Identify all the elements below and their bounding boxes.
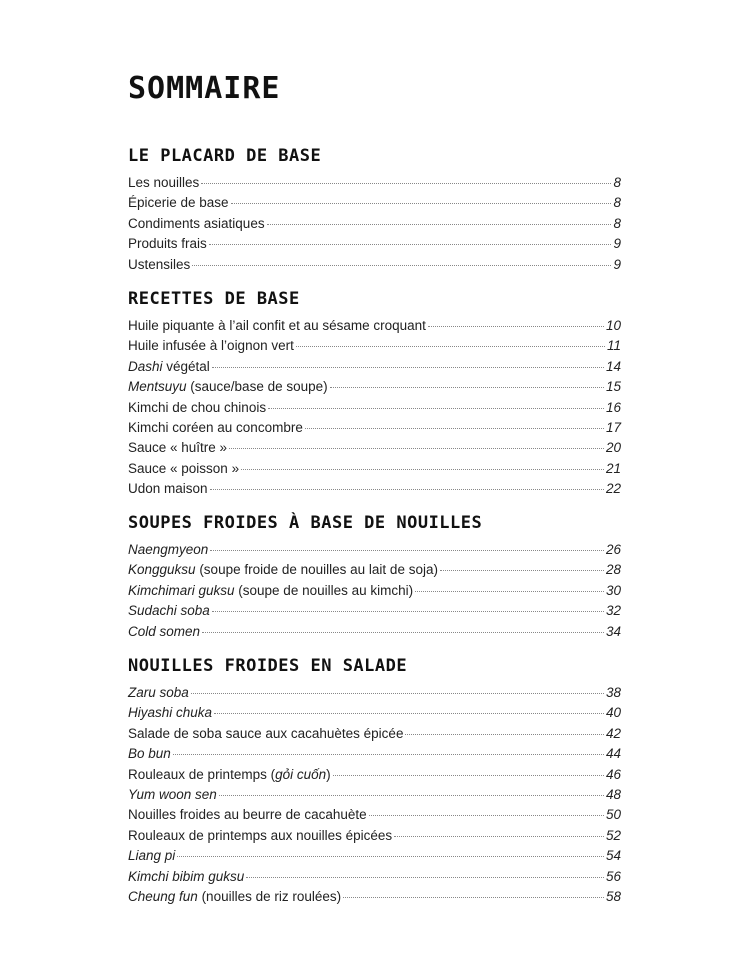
entry-title xyxy=(128,173,199,193)
entry-title xyxy=(128,581,413,601)
entry-title-text: Huile piquante à l’ail confit et au sésame croquant xyxy=(128,318,426,333)
entry-title xyxy=(128,683,189,703)
entry-title-italic: Dashi xyxy=(128,358,163,374)
dot-leader xyxy=(212,611,604,612)
entry-title-text: Sauce « huître » xyxy=(128,440,228,456)
entry-title xyxy=(128,744,171,764)
entry-title xyxy=(128,377,328,397)
entry-title xyxy=(128,316,426,336)
dot-leader xyxy=(369,815,604,816)
toc-entry[interactable] xyxy=(128,438,621,458)
dot-leader xyxy=(177,856,604,857)
page-number: 26 xyxy=(605,542,621,557)
toc-entry[interactable] xyxy=(128,887,621,907)
dot-leader xyxy=(219,795,604,796)
page-number: 42 xyxy=(605,725,621,741)
entry-title-italic: Cheung fun xyxy=(128,888,198,904)
entry-title xyxy=(128,560,438,580)
toc-entry[interactable] xyxy=(128,255,621,275)
page-number: 46 xyxy=(605,766,621,782)
toc-entry[interactable] xyxy=(128,846,621,866)
dot-leader xyxy=(231,203,611,204)
entry-title xyxy=(128,826,392,846)
page-number: 56 xyxy=(605,868,621,884)
dot-leader xyxy=(191,693,604,694)
section-heading: NOUILLES FROIDES EN SALADE xyxy=(128,656,408,676)
entry-title-text: Condiments asiatiques xyxy=(128,215,265,231)
toc-entry[interactable] xyxy=(128,560,621,580)
toc-entry[interactable] xyxy=(128,377,621,397)
entry-title xyxy=(128,724,403,744)
entry-title-text: Produits frais xyxy=(128,236,207,252)
entry-title xyxy=(128,540,208,560)
entry-title-italic: Sudachi soba xyxy=(128,603,210,619)
entry-title-text: Salade de soba sauce aux cacahuètes épicée xyxy=(128,725,404,741)
entry-title-text: Rouleaux de printemps ( xyxy=(128,766,276,782)
entry-title xyxy=(128,785,217,805)
entry-title xyxy=(128,398,266,418)
section-heading: RECETTES DE BASE xyxy=(128,289,300,309)
section-le-placard-de-base xyxy=(128,145,621,275)
toc-entry[interactable] xyxy=(128,785,621,805)
page-title: SOMMAIRE xyxy=(128,71,281,106)
section-recettes-de-base xyxy=(128,288,621,500)
toc-entry[interactable] xyxy=(128,357,621,377)
entry-title xyxy=(128,703,212,723)
page-number: 10 xyxy=(605,318,621,333)
page-number: 40 xyxy=(605,705,621,721)
entry-title-italic: Yum woon sen xyxy=(128,786,217,802)
toc-entry[interactable] xyxy=(128,193,621,213)
entry-title-italic: Mentsuyu xyxy=(128,379,187,395)
page-number: 52 xyxy=(605,827,621,843)
entry-title-text: Kimchi coréen au concombre xyxy=(128,419,303,435)
dot-leader xyxy=(343,897,604,898)
page-number: 54 xyxy=(605,848,621,864)
section-nouilles-froides-en-salade xyxy=(128,655,621,907)
entry-title-text: Kimchi de chou chinois xyxy=(128,399,267,415)
page-number: 16 xyxy=(605,399,621,415)
entry-title xyxy=(128,846,175,866)
page-number: 28 xyxy=(605,562,621,578)
entry-title xyxy=(128,418,303,438)
toc-entry[interactable] xyxy=(128,234,621,254)
page-number: 17 xyxy=(605,419,621,435)
dot-leader xyxy=(305,428,604,429)
page-number: 8 xyxy=(613,215,621,231)
dot-leader xyxy=(296,346,605,347)
entry-title-text: (soupe de nouilles au kimchi) xyxy=(234,582,414,598)
entry-title-italic: Naengmyeon xyxy=(128,542,209,557)
entry-title xyxy=(128,765,331,785)
page-number: 9 xyxy=(613,236,621,252)
toc-entry[interactable] xyxy=(128,581,621,601)
toc-entry[interactable] xyxy=(128,316,621,336)
entry-title xyxy=(128,622,200,642)
toc-entry[interactable] xyxy=(128,418,621,438)
dot-leader xyxy=(405,734,604,735)
entry-title-text: (sauce/base de soupe) xyxy=(186,379,328,395)
entry-title-italic: Bo bun xyxy=(128,746,171,762)
entry-title-text: Ustensiles xyxy=(128,256,191,272)
toc-entry[interactable] xyxy=(128,867,621,887)
section-heading: LE PLACARD DE BASE xyxy=(128,146,322,166)
dot-leader xyxy=(330,387,604,388)
page-number: 22 xyxy=(605,481,621,497)
dot-leader xyxy=(415,591,604,592)
dot-leader xyxy=(212,367,604,368)
toc-entry[interactable] xyxy=(128,744,621,764)
entry-title-text: Rouleaux de printemps aux nouilles épicées xyxy=(128,827,393,843)
page-number: 48 xyxy=(605,786,621,802)
toc-entry[interactable] xyxy=(128,765,621,785)
entry-title-text: Sauce « poisson » xyxy=(128,460,240,476)
dot-leader xyxy=(173,754,604,755)
entry-title-text: Huile infusée à l’oignon vert xyxy=(128,338,294,354)
toc-entry[interactable] xyxy=(128,336,621,356)
entry-title xyxy=(128,336,294,356)
dot-leader xyxy=(210,489,604,490)
dot-leader xyxy=(210,550,604,551)
entry-title-italic: Kimchi bibim guksu xyxy=(128,868,245,884)
entry-title xyxy=(128,459,239,479)
toc-entry[interactable] xyxy=(128,173,621,193)
toc-entry[interactable] xyxy=(128,826,621,846)
dot-leader xyxy=(214,713,604,714)
toc-entry[interactable] xyxy=(128,459,621,479)
entry-title-italic: Hiyashi chuka xyxy=(128,705,213,721)
toc-entry[interactable] xyxy=(128,540,621,560)
entry-title-text: Udon maison xyxy=(128,481,208,497)
page-number: 14 xyxy=(605,358,621,374)
dot-leader xyxy=(229,448,604,449)
entry-title-italic: Zaru soba xyxy=(128,685,189,700)
page-number: 11 xyxy=(606,338,621,354)
dot-leader xyxy=(394,836,604,837)
dot-leader xyxy=(268,408,604,409)
entry-title-italic: Kimchimari guksu xyxy=(128,582,235,598)
page-number: 20 xyxy=(605,440,621,456)
entry-title xyxy=(128,193,229,213)
dot-leader xyxy=(201,183,611,184)
section-heading: SOUPES FROIDES À BASE DE NOUILLES xyxy=(128,513,483,533)
page-number: 30 xyxy=(605,582,621,598)
dot-leader xyxy=(246,877,604,878)
entry-title-text: végétal xyxy=(162,358,210,374)
entry-title xyxy=(128,214,265,234)
entry-title-text: Épicerie de base xyxy=(128,195,229,211)
entry-title-italic: gỏi cuốn xyxy=(275,766,327,782)
entry-title xyxy=(128,887,341,907)
entry-title-text-after: ) xyxy=(326,766,331,782)
page-number: 9 xyxy=(613,256,621,272)
toc-entry[interactable] xyxy=(128,601,621,621)
entry-title xyxy=(128,805,367,825)
entry-title xyxy=(128,867,244,887)
entry-title-text: Les nouilles xyxy=(128,175,200,190)
entry-title xyxy=(128,357,210,377)
toc-entry[interactable] xyxy=(128,683,621,703)
page-number: 34 xyxy=(605,623,621,639)
entry-title-italic: Kongguksu xyxy=(128,562,196,578)
dot-leader xyxy=(209,244,611,245)
entry-title xyxy=(128,479,208,499)
toc-entry[interactable] xyxy=(128,479,621,499)
entry-title xyxy=(128,438,227,458)
page-number: 15 xyxy=(605,379,621,395)
dot-leader xyxy=(267,224,611,225)
entry-title-italic: Liang pi xyxy=(128,848,176,864)
entry-title xyxy=(128,234,207,254)
dot-leader xyxy=(333,775,604,776)
entry-title-text: (nouilles de riz roulées) xyxy=(197,888,342,904)
page-number: 58 xyxy=(605,888,621,904)
toc-entry[interactable] xyxy=(128,805,621,825)
page-number: 38 xyxy=(605,685,621,700)
page-number: 21 xyxy=(605,460,621,476)
page-number: 8 xyxy=(613,195,621,211)
toc-entry[interactable] xyxy=(128,622,621,642)
dot-leader xyxy=(202,632,604,633)
entry-title-text: Nouilles froides au beurre de cacahuète xyxy=(128,807,367,823)
dot-leader xyxy=(428,326,604,327)
toc-entry[interactable] xyxy=(128,214,621,234)
toc-entry[interactable] xyxy=(128,703,621,723)
dot-leader xyxy=(241,469,604,470)
dot-leader xyxy=(440,570,604,571)
page-number: 44 xyxy=(605,746,621,762)
toc-entry[interactable] xyxy=(128,724,621,744)
page-number: 8 xyxy=(613,175,621,190)
entry-title xyxy=(128,601,210,621)
entry-title xyxy=(128,255,190,275)
page-number: 50 xyxy=(605,807,621,823)
entry-title-italic: Cold somen xyxy=(128,623,201,639)
page-number: 32 xyxy=(605,603,621,619)
section-soupes-froides xyxy=(128,512,621,642)
toc-entry[interactable] xyxy=(128,398,621,418)
entry-title-text: (soupe froide de nouilles au lait de soja) xyxy=(195,562,438,578)
dot-leader xyxy=(192,265,611,266)
